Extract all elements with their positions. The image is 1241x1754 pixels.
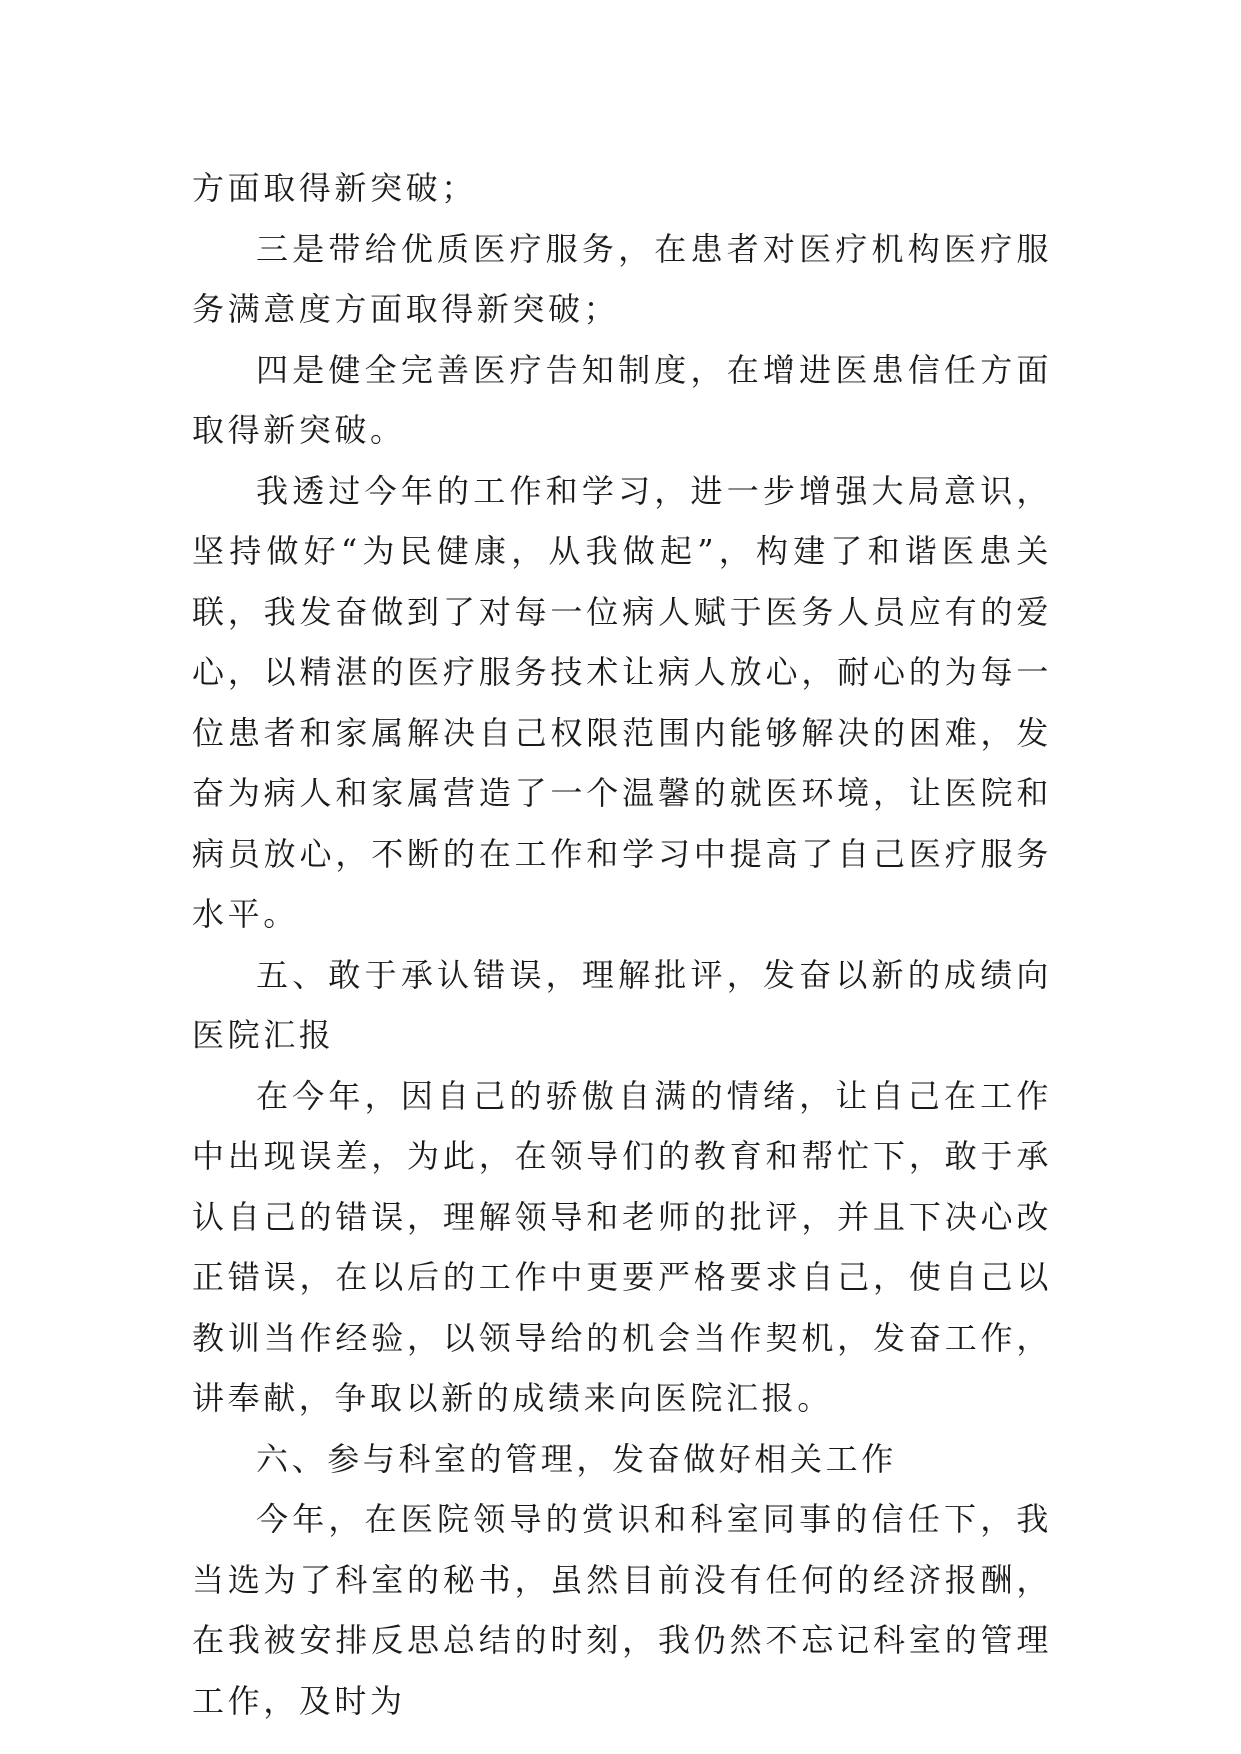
paragraph-6: 在今年，因自己的骄傲自满的情绪，让自己在工作中出现误差，为此，在领导们的教育和帮忙下，敢于承认自己的错误，理解领导和老师的批评，并且下决心改正错误，在以后的工作中更要严格要求自己，使自己以教训当作经验，以领导给的机会当作契机，发奋工作，讲奉献，争取以新的成绩来向医院汇报。 — [192, 1076, 1052, 1417]
section-heading-5: 五、敢于承认错误，理解批评，发奋以新的成绩向医院汇报 — [192, 955, 1052, 1054]
document-body — [192, 158, 1052, 1731]
paragraph-2: 三是带给优质医疗服务，在患者对医疗机构医疗服务满意度方面取得新突破； — [192, 229, 1052, 328]
section-heading-6: 六、参与科室的管理，发奋做好相关工作 — [256, 1439, 897, 1478]
paragraph-8: 今年，在医院领导的赏识和科室同事的信任下，我当选为了科室的秘书，虽然目前没有任何的经济报酬，在我被安排反思总结的时刻，我仍然不忘记科室的管理工作，及时为 — [192, 1500, 1052, 1720]
paragraph-3: 四是健全完善医疗告知制度，在增进医患信任方面取得新突破。 — [192, 350, 1052, 449]
paragraph-1: 方面取得新突破； — [192, 169, 477, 207]
paragraph-4: 我透过今年的工作和学习，进一步增强大局意识，坚持做好“为民健康，从我做起”，构建了和谐医患关联，我发奋做到了对每一位病人赋于医务人员应有的爱心，以精湛的医疗服务技术让病人放心，耐心的为每一位患者和家属解决自己权限范围内能够解决的困难，发奋为病人和家属营造了一个温馨的就医环境，让医院和病员放心，不断的在工作和学习中提高了自己医疗服务水平。 — [192, 471, 1052, 933]
